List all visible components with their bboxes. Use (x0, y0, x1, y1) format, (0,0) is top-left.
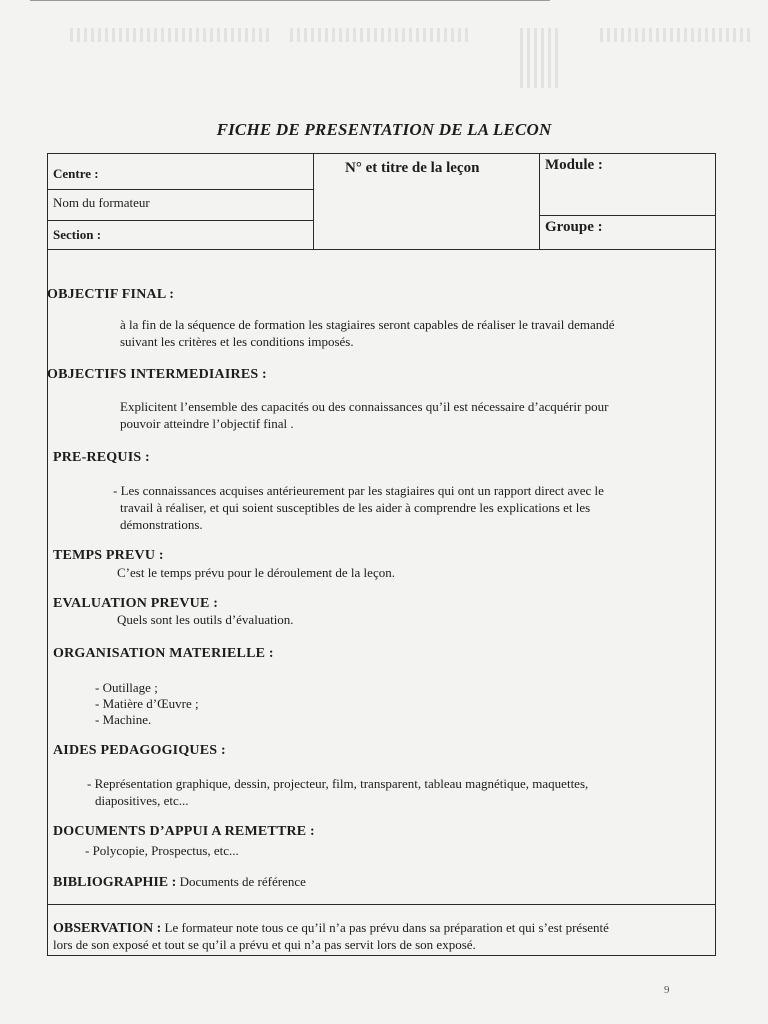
header-divider-2 (539, 153, 540, 249)
header-row-line-3 (539, 215, 716, 216)
bibliographie-line (53, 873, 306, 891)
objectifs-intermediaires-line-2: pouvoir atteindre l’objectif final . (120, 416, 294, 431)
frame-right-border (715, 153, 716, 956)
observation-separator (47, 904, 716, 905)
aides-pedagogiques-heading: AIDES PEDAGOGIQUES : (53, 743, 226, 758)
observation-line-1 (53, 919, 609, 937)
header-row-line-2 (47, 220, 313, 221)
observation-text-1: Le formateur note tous ce qu’il n’a pas prévu dans sa préparation et qui s’est présenté (161, 920, 609, 935)
organisation-materielle-heading: ORGANISATION MATERIELLE : (53, 646, 274, 661)
form-frame (47, 153, 716, 956)
document-title: FICHE DE PRESENTATION DE LA LECON (216, 120, 552, 139)
observation-heading: OBSERVATION : (53, 921, 162, 936)
scan-noise-center (290, 28, 470, 42)
aides-pedagogiques-line-2: diapositives, etc... (95, 793, 189, 808)
organisation-item-matiere: - Matière d’Œuvre ; (95, 696, 199, 711)
pre-requis-line-2: travail à réaliser, et qui soient susceptibles de les aider à comprendre les explications et les (120, 500, 591, 515)
section-label: Section : (53, 227, 102, 242)
objectifs-intermediaires-line-1: Explicitent l’ensemble des capacités ou des connaissances qu’il est nécessaire d’acquérir pour (120, 399, 609, 414)
header-bottom-line (47, 249, 716, 250)
bibliographie-text: Documents de référence (176, 874, 306, 889)
documents-appui-text: - Polycopie, Prospectus, etc... (85, 843, 239, 858)
groupe-label: Groupe : (545, 219, 603, 235)
scan-top-line (30, 0, 550, 1)
evaluation-prevue-heading: EVALUATION PREVUE : (53, 596, 219, 611)
observation-line-2: lors de son exposé et tout se qu’il a prévu et qui n’a pas servit lors de son exposé. (53, 937, 476, 952)
objectif-final-line-1: à la fin de la séquence de formation les stagiaires seront capables de réaliser le travail demandé (120, 317, 615, 332)
pre-requis-line-3: démonstrations. (120, 517, 203, 532)
objectif-final-line-2: suivant les critères et les conditions imposés. (120, 334, 354, 349)
lesson-title-label: N° et titre de la leçon (345, 160, 480, 176)
formateur-label: Nom du formateur (53, 195, 150, 210)
module-label: Module : (545, 157, 603, 173)
organisation-item-outillage: - Outillage ; (95, 680, 158, 695)
evaluation-prevue-text: Quels sont les outils d’évaluation. (117, 612, 294, 627)
scan-noise-right (600, 28, 750, 42)
centre-label: Centre : (53, 166, 99, 181)
page-number: 9 (664, 984, 670, 996)
bibliographie-heading: BIBLIOGRAPHIE : (53, 875, 177, 890)
pre-requis-line-1: - Les connaissances acquises antérieurement par les stagiaires qui ont un rapport direct avec le (113, 483, 604, 498)
header-divider-1 (313, 153, 314, 249)
aides-pedagogiques-line-1: - Représentation graphique, dessin, projecteur, film, transparent, tableau magnétique, maquettes, (87, 776, 589, 791)
pre-requis-heading: PRE-REQUIS : (53, 450, 150, 465)
frame-bottom-border (47, 955, 716, 956)
temps-prevu-text: C’est le temps prévu pour le déroulement de la leçon. (117, 565, 395, 580)
objectifs-intermediaires-heading: OBJECTIFS INTERMEDIAIRES : (47, 367, 267, 382)
scan-noise-left (70, 28, 270, 42)
temps-prevu-heading: TEMPS PREVU : (53, 548, 164, 563)
organisation-item-machine: - Machine. (95, 712, 152, 727)
scan-noise-stamp (520, 28, 560, 88)
objectif-final-heading: OBJECTIF FINAL : (47, 287, 175, 302)
frame-top-border (47, 153, 716, 154)
documents-appui-heading: DOCUMENTS D’APPUI A REMETTRE : (53, 824, 315, 839)
frame-left-border (47, 153, 48, 956)
header-row-line-1 (47, 189, 313, 190)
